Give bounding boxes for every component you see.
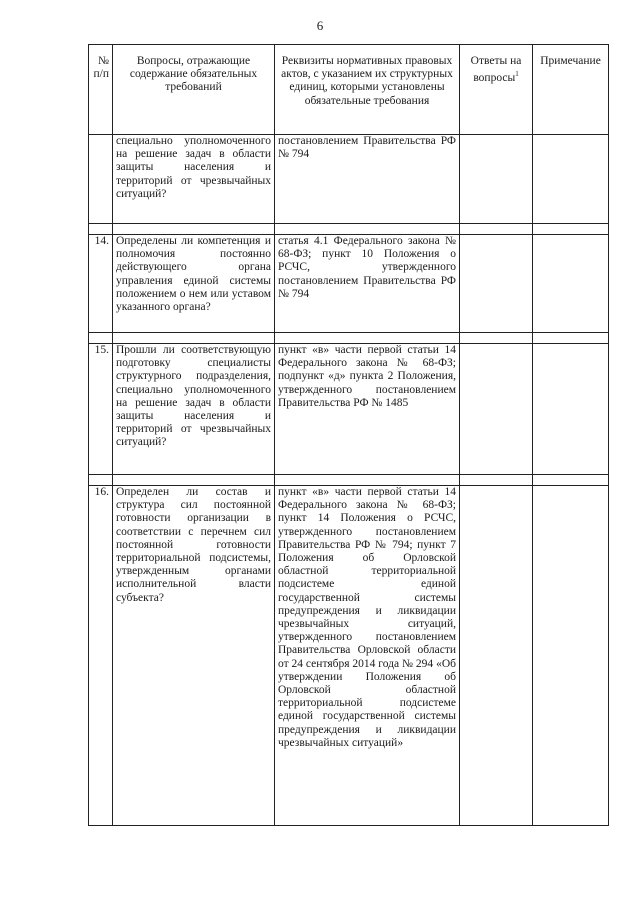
- reference-cell: пункт «в» части первой статьи 14 Федерального закона № 68-ФЗ; подпункт «д» пункта 2 Положения, утвержденного постановлением Правительства РФ № 1485: [275, 344, 460, 475]
- header-answers-label: Ответы на вопросы: [470, 55, 522, 85]
- reference-cell: постановлением Правительства РФ № 794: [275, 135, 460, 224]
- question-cell: Определены ли компетенция и полномочия постоянно действующего органа управления единой системы положением о нем или уставом указанного органа?: [113, 235, 275, 333]
- header-question: Вопросы, отражающие содержание обязательных требований: [113, 45, 275, 135]
- table-row: [89, 486, 609, 826]
- table-row: [89, 344, 609, 475]
- note-cell: [533, 135, 609, 224]
- answer-cell: [460, 135, 533, 224]
- row-spacer: [89, 475, 609, 486]
- note-cell: [533, 235, 609, 333]
- answer-cell: [460, 235, 533, 333]
- requirements-table: [88, 44, 609, 826]
- question-cell: Определен ли состав и структура сил постоянной готовности организации в соответствии с перечнем сил постоянной готовности территориальной подсистемы, утвержденным органами исполнительной власти субъекта?: [113, 486, 275, 826]
- row-number: 14.: [89, 235, 113, 333]
- note-cell: [533, 486, 609, 826]
- row-spacer: [89, 333, 609, 344]
- header-num: № п/п: [89, 45, 113, 135]
- footnote-marker: 1: [515, 70, 519, 79]
- answer-cell: [460, 344, 533, 475]
- header-reference: Реквизиты нормативных правовых актов, с указанием их структурных единиц, которыми установлены обязательные требования: [275, 45, 460, 135]
- note-cell: [533, 344, 609, 475]
- table-header-row: [89, 45, 609, 135]
- row-number: [89, 135, 113, 224]
- reference-cell: статья 4.1 Федерального закона № 68-ФЗ; пункт 10 Положения о РСЧС, утвержденного постановлением Правительства РФ № 794: [275, 235, 460, 333]
- page-number: 6: [316, 18, 324, 33]
- table-row: [89, 235, 609, 333]
- row-number: 16.: [89, 486, 113, 826]
- header-note: Примечание: [533, 45, 609, 135]
- table-row: [89, 135, 609, 224]
- question-cell: Прошли ли соответствующую подготовку специалисты структурного подразделения, специально уполномоченного на решение задач в области защиты населения и территорий от чрезвычайных ситуаций?: [113, 344, 275, 475]
- row-number: 15.: [89, 344, 113, 475]
- reference-cell: пункт «в» части первой статьи 14 Федерального закона № 68-ФЗ; пункт 14 Положения о РСЧС, утвержденного постановлением Правительства РФ № 794; пункт 7 Положения об Орловской областной территориальной подсистеме единой государственной системы предупреждения и ликвидации чрезвычайных ситуаций, утвержденного постановлением Правительства Орловской области от 24 сентября 2014 года № 294 «Об утверждении Положения об Орловской областной территориальной подсистеме единой государственной системы предупреждения и ликвидации чрезвычайных ситуаций»: [275, 486, 460, 826]
- answer-cell: [460, 486, 533, 826]
- question-cell: специально уполномоченного на решение задач в области защиты населения и территорий от чрезвычайных ситуаций?: [113, 135, 275, 224]
- row-spacer: [89, 224, 609, 235]
- header-answers: [460, 45, 533, 135]
